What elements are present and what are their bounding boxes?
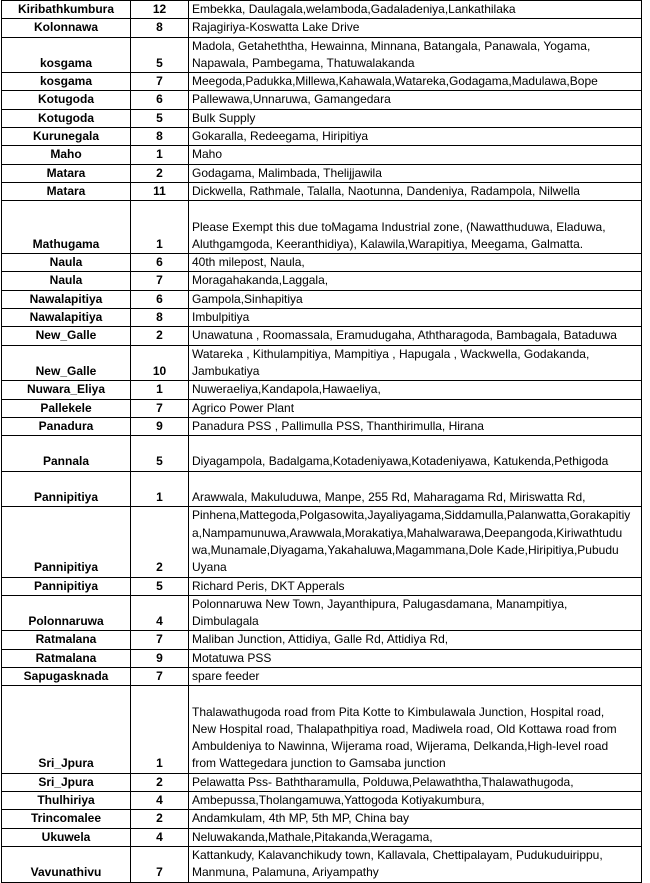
area-cell: New_Galle [2, 327, 131, 345]
locations-cell [189, 773, 642, 791]
area-cell: Kotugoda [2, 109, 131, 127]
feeder-number-cell: 8 [131, 19, 189, 37]
location-line: Madola, Getaheththa, Hewainna, Minnana, Batangala, Panawala, Yogama, [192, 38, 591, 53]
location-line [192, 686, 638, 703]
location-line: Embekka, Daulagala,welamboda,Gadaladeniya,Lankathilaka [192, 2, 516, 16]
table-row [2, 846, 642, 882]
locations-cell [189, 182, 642, 200]
area-cell: Maho [2, 146, 131, 164]
area-cell: Matara [2, 164, 131, 182]
table-body [2, 1, 642, 883]
location-line: 40th milepost, Naula, [192, 255, 305, 270]
locations-cell [189, 792, 642, 810]
locations-cell [189, 667, 642, 685]
area-cell: Panadura [2, 417, 131, 435]
area-cell: Ukuwela [2, 828, 131, 846]
location-line: Pallewawa,Unnaruwa, Gamangedara [192, 92, 391, 107]
feeder-number-cell: 6 [131, 254, 189, 272]
locations-cell [189, 577, 642, 595]
location-line: Maliban Junction, Attidiya, Galle Rd, Attidiya Rd, [192, 632, 449, 647]
feeder-number-cell: 5 [131, 577, 189, 595]
table-row [2, 399, 642, 417]
feeder-number-cell: 2 [131, 810, 189, 828]
area-cell: Nawalapitiya [2, 290, 131, 308]
location-line: a,Nampamunuwa,Arawwala,Morakatiya,Mahalwarawa,Deepangoda,Kiriwathtudu [192, 525, 623, 540]
location-line: from Wattegedara junction to Gamsaba junction [192, 756, 446, 771]
area-cell: Naula [2, 272, 131, 290]
location-line: Napawala, Pambegama, Thatuwalakanda [192, 55, 415, 70]
locations-cell [189, 146, 642, 164]
table-row [2, 19, 642, 37]
location-line: Dimbulagala [192, 614, 259, 629]
location-line: Pinhena,Mattegoda,Polgasowita,Jayaliyagama,Siddamulla,Palanwatta,Gorakapitiy [192, 508, 631, 523]
table-row [2, 128, 642, 146]
feeder-number-cell: 6 [131, 290, 189, 308]
location-line: Please Exempt this due toMagama Industrial zone, (Nawatthuduwa, Eladuwa, [192, 219, 606, 234]
feeder-number-cell: 7 [131, 846, 189, 882]
table-row [2, 773, 642, 791]
locations-cell [189, 37, 642, 73]
location-line: Gokaralla, Redeegama, Hiripitiya [192, 129, 369, 144]
area-cell: kosgama [2, 73, 131, 91]
table-row [2, 254, 642, 272]
location-line: Polonnaruwa New Town, Jayanthipura, Palugasdamana, Manampitiya, [192, 596, 568, 611]
area-cell: Pannipitiya [2, 507, 131, 577]
location-line: Unawatuna , Roomassala, Eramudugaha, Aththaragoda, Bambagala, Bataduwa [192, 328, 617, 343]
locations-cell [189, 19, 642, 37]
table-row [2, 164, 642, 182]
location-line: spare feeder [192, 668, 260, 683]
area-cell: Nuwara_Eliya [2, 381, 131, 399]
area-cell: Ratmalana [2, 631, 131, 649]
location-line: Agrico Power Plant [192, 400, 295, 415]
area-cell: Kiribathkumbura [2, 1, 131, 19]
feeder-table [1, 0, 642, 883]
location-line: Watareka , Kithulampitiya, Mampitiya , Hapugala , Wackwella, Godakanda, [192, 346, 590, 361]
feeder-number-cell: 8 [131, 309, 189, 327]
area-cell: New_Galle [2, 345, 131, 381]
table-row [2, 417, 642, 435]
feeder-number-cell: 2 [131, 773, 189, 791]
location-line: Godagama, Malimbada, Thelijjawila [192, 165, 382, 180]
locations-cell [189, 73, 642, 91]
location-line [192, 472, 638, 489]
location-line: Richard Peris, DKT Apperals [192, 578, 345, 593]
locations-cell [189, 507, 642, 577]
locations-cell [189, 399, 642, 417]
feeder-number-cell: 5 [131, 37, 189, 73]
area-cell: kosgama [2, 37, 131, 73]
table-row [2, 290, 642, 308]
table-row [2, 73, 642, 91]
table-row [2, 182, 642, 200]
feeder-number-cell: 10 [131, 345, 189, 381]
table-row [2, 109, 642, 127]
location-line: Jambukatiya [192, 363, 260, 378]
table-row [2, 146, 642, 164]
area-cell: Nawalapitiya [2, 309, 131, 327]
table-row [2, 37, 642, 73]
area-cell: Pannipitiya [2, 577, 131, 595]
feeder-number-cell: 2 [131, 164, 189, 182]
locations-cell [189, 164, 642, 182]
table-row [2, 381, 642, 399]
locations-cell [189, 345, 642, 381]
table-row [2, 436, 642, 472]
area-cell: Pannala [2, 436, 131, 472]
location-line: Dickwella, Rathmale, Talalla, Naotunna, Dandeniya, Radampola, Nilwella [192, 183, 580, 198]
table-row [2, 345, 642, 381]
locations-cell [189, 201, 642, 254]
location-line: Imbulpitiya [192, 310, 250, 325]
feeder-number-cell: 7 [131, 631, 189, 649]
feeder-number-cell: 2 [131, 327, 189, 345]
location-line: Nuweraeliya,Kandapola,Hawaeliya, [192, 382, 381, 397]
area-cell: Kurunegala [2, 128, 131, 146]
feeder-number-cell: 4 [131, 595, 189, 631]
location-line: Andamkulam, 4th MP, 5th MP, China bay [192, 811, 410, 826]
locations-cell [189, 128, 642, 146]
locations-cell [189, 309, 642, 327]
feeder-number-cell: 6 [131, 91, 189, 109]
table-row [2, 810, 642, 828]
location-line: Panadura PSS , Pallimulla PSS, Thanthirimulla, Hirana [192, 418, 484, 433]
location-line: Uyana [192, 560, 227, 575]
location-line: Aluthgamgoda, Keeranthidiya), Kalawila,Warapitiya, Meegama, Galmatta. [192, 236, 584, 251]
locations-cell [189, 595, 642, 631]
feeder-number-cell: 4 [131, 828, 189, 846]
area-cell: Polonnaruwa [2, 595, 131, 631]
area-cell: Naula [2, 254, 131, 272]
location-line: Kattankudy, Kalavanchikudy town, Kallavala, Chettipalayam, Pudukuduirippu, [192, 847, 603, 862]
table-row [2, 649, 642, 667]
table-row [2, 309, 642, 327]
table-row [2, 792, 642, 810]
locations-cell [189, 290, 642, 308]
table-row [2, 828, 642, 846]
feeder-number-cell: 7 [131, 73, 189, 91]
location-line: Moragahakanda,Laggala, [192, 273, 329, 288]
locations-cell [189, 471, 642, 507]
location-line: New Hospital road, Thalapathpitiya road, Madiwela road, Old Kottawa road from [192, 721, 617, 736]
area-cell: Kotugoda [2, 91, 131, 109]
locations-cell [189, 109, 642, 127]
table-row [2, 507, 642, 577]
area-cell: Sri_Jpura [2, 773, 131, 791]
location-line: Ambuldeniya to Nawinna, Wijerama road, Wijerama, Delkanda,High-level road [192, 739, 609, 754]
area-cell: Mathugama [2, 201, 131, 254]
area-cell: Pannipitiya [2, 471, 131, 507]
locations-cell [189, 272, 642, 290]
feeder-number-cell: 5 [131, 436, 189, 472]
feeder-number-cell: 1 [131, 471, 189, 507]
feeder-number-cell: 9 [131, 649, 189, 667]
table-row [2, 577, 642, 595]
locations-cell [189, 828, 642, 846]
feeder-number-cell: 1 [131, 381, 189, 399]
table-row [2, 471, 642, 507]
location-line: Meegoda,Padukka,Millewa,Kahawala,Watareka,Godagama,Madulawa,Bope [192, 74, 598, 89]
table-row [2, 686, 642, 773]
table-row [2, 272, 642, 290]
table-row [2, 327, 642, 345]
location-line: Neluwakanda,Mathale,Pitakanda,Weragama, [192, 829, 433, 844]
feeder-number-cell: 1 [131, 146, 189, 164]
table-row [2, 595, 642, 631]
table-row [2, 91, 642, 109]
feeder-number-cell: 2 [131, 507, 189, 577]
area-cell: Thulhiriya [2, 792, 131, 810]
location-line: Ambepussa,Tholangamuwa,Yattogoda Kotiyakumbura, [192, 793, 485, 808]
area-cell: Ratmalana [2, 649, 131, 667]
location-line: Manmuna, Palamuna, Ariyampathy [192, 865, 379, 880]
table-row [2, 631, 642, 649]
table-row [2, 667, 642, 685]
feeder-number-cell: 5 [131, 109, 189, 127]
area-cell: Matara [2, 182, 131, 200]
location-line: Diyagampola, Badalgama,Kotadeniyawa,Kotadeniyawa, Katukenda,Pethigoda [192, 454, 609, 469]
location-line: Maho [192, 147, 223, 162]
locations-cell [189, 810, 642, 828]
locations-cell [189, 417, 642, 435]
area-cell: Vavunathivu [2, 846, 131, 882]
table-row [2, 1, 642, 19]
area-cell: Pallekele [2, 399, 131, 417]
feeder-number-cell: 7 [131, 272, 189, 290]
feeder-number-cell: 1 [131, 686, 189, 773]
table-row [2, 201, 642, 254]
feeder-number-cell: 12 [131, 1, 189, 19]
feeder-number-cell: 11 [131, 182, 189, 200]
feeder-number-cell: 8 [131, 128, 189, 146]
locations-cell [189, 1, 642, 19]
location-line: Bulk Supply [192, 110, 256, 125]
locations-cell [189, 686, 642, 773]
locations-cell [189, 91, 642, 109]
feeder-number-cell: 1 [131, 201, 189, 254]
location-line: Rajagiriya-Koswatta Lake Drive [192, 20, 360, 35]
feeder-number-cell: 4 [131, 792, 189, 810]
location-line [192, 201, 638, 218]
locations-cell [189, 254, 642, 272]
feeder-number-cell: 7 [131, 667, 189, 685]
feeder-number-cell: 7 [131, 399, 189, 417]
location-line: Motatuwa PSS [192, 650, 272, 665]
locations-cell [189, 631, 642, 649]
location-line: Gampola,Sinhapitiya [192, 291, 303, 306]
location-line: Pelawatta Pss- Baththaramulla, Polduwa,Pelawaththa,Thalawathugoda, [192, 774, 574, 789]
location-line: Thalawathugoda road from Pita Kotte to Kimbulawala Junction, Hospital road, [192, 704, 605, 719]
feeder-number-cell: 9 [131, 417, 189, 435]
location-line [192, 436, 638, 453]
locations-cell [189, 649, 642, 667]
area-cell: Sapugasknada [2, 667, 131, 685]
area-cell: Kolonnawa [2, 19, 131, 37]
location-line: Arawwala, Makuluduwa, Manpe, 255 Rd, Maharagama Rd, Miriswatta Rd, [192, 490, 586, 505]
feeder-table-sheet [1, 0, 642, 883]
area-cell: Sri_Jpura [2, 686, 131, 773]
area-cell: Trincomalee [2, 810, 131, 828]
locations-cell [189, 436, 642, 472]
locations-cell [189, 381, 642, 399]
locations-cell [189, 846, 642, 882]
locations-cell [189, 327, 642, 345]
location-line: wa,Munamale,Diyagama,Yakahaluwa,Magammana,Dole Kade,Hiripitiya,Pubudu [192, 542, 619, 557]
